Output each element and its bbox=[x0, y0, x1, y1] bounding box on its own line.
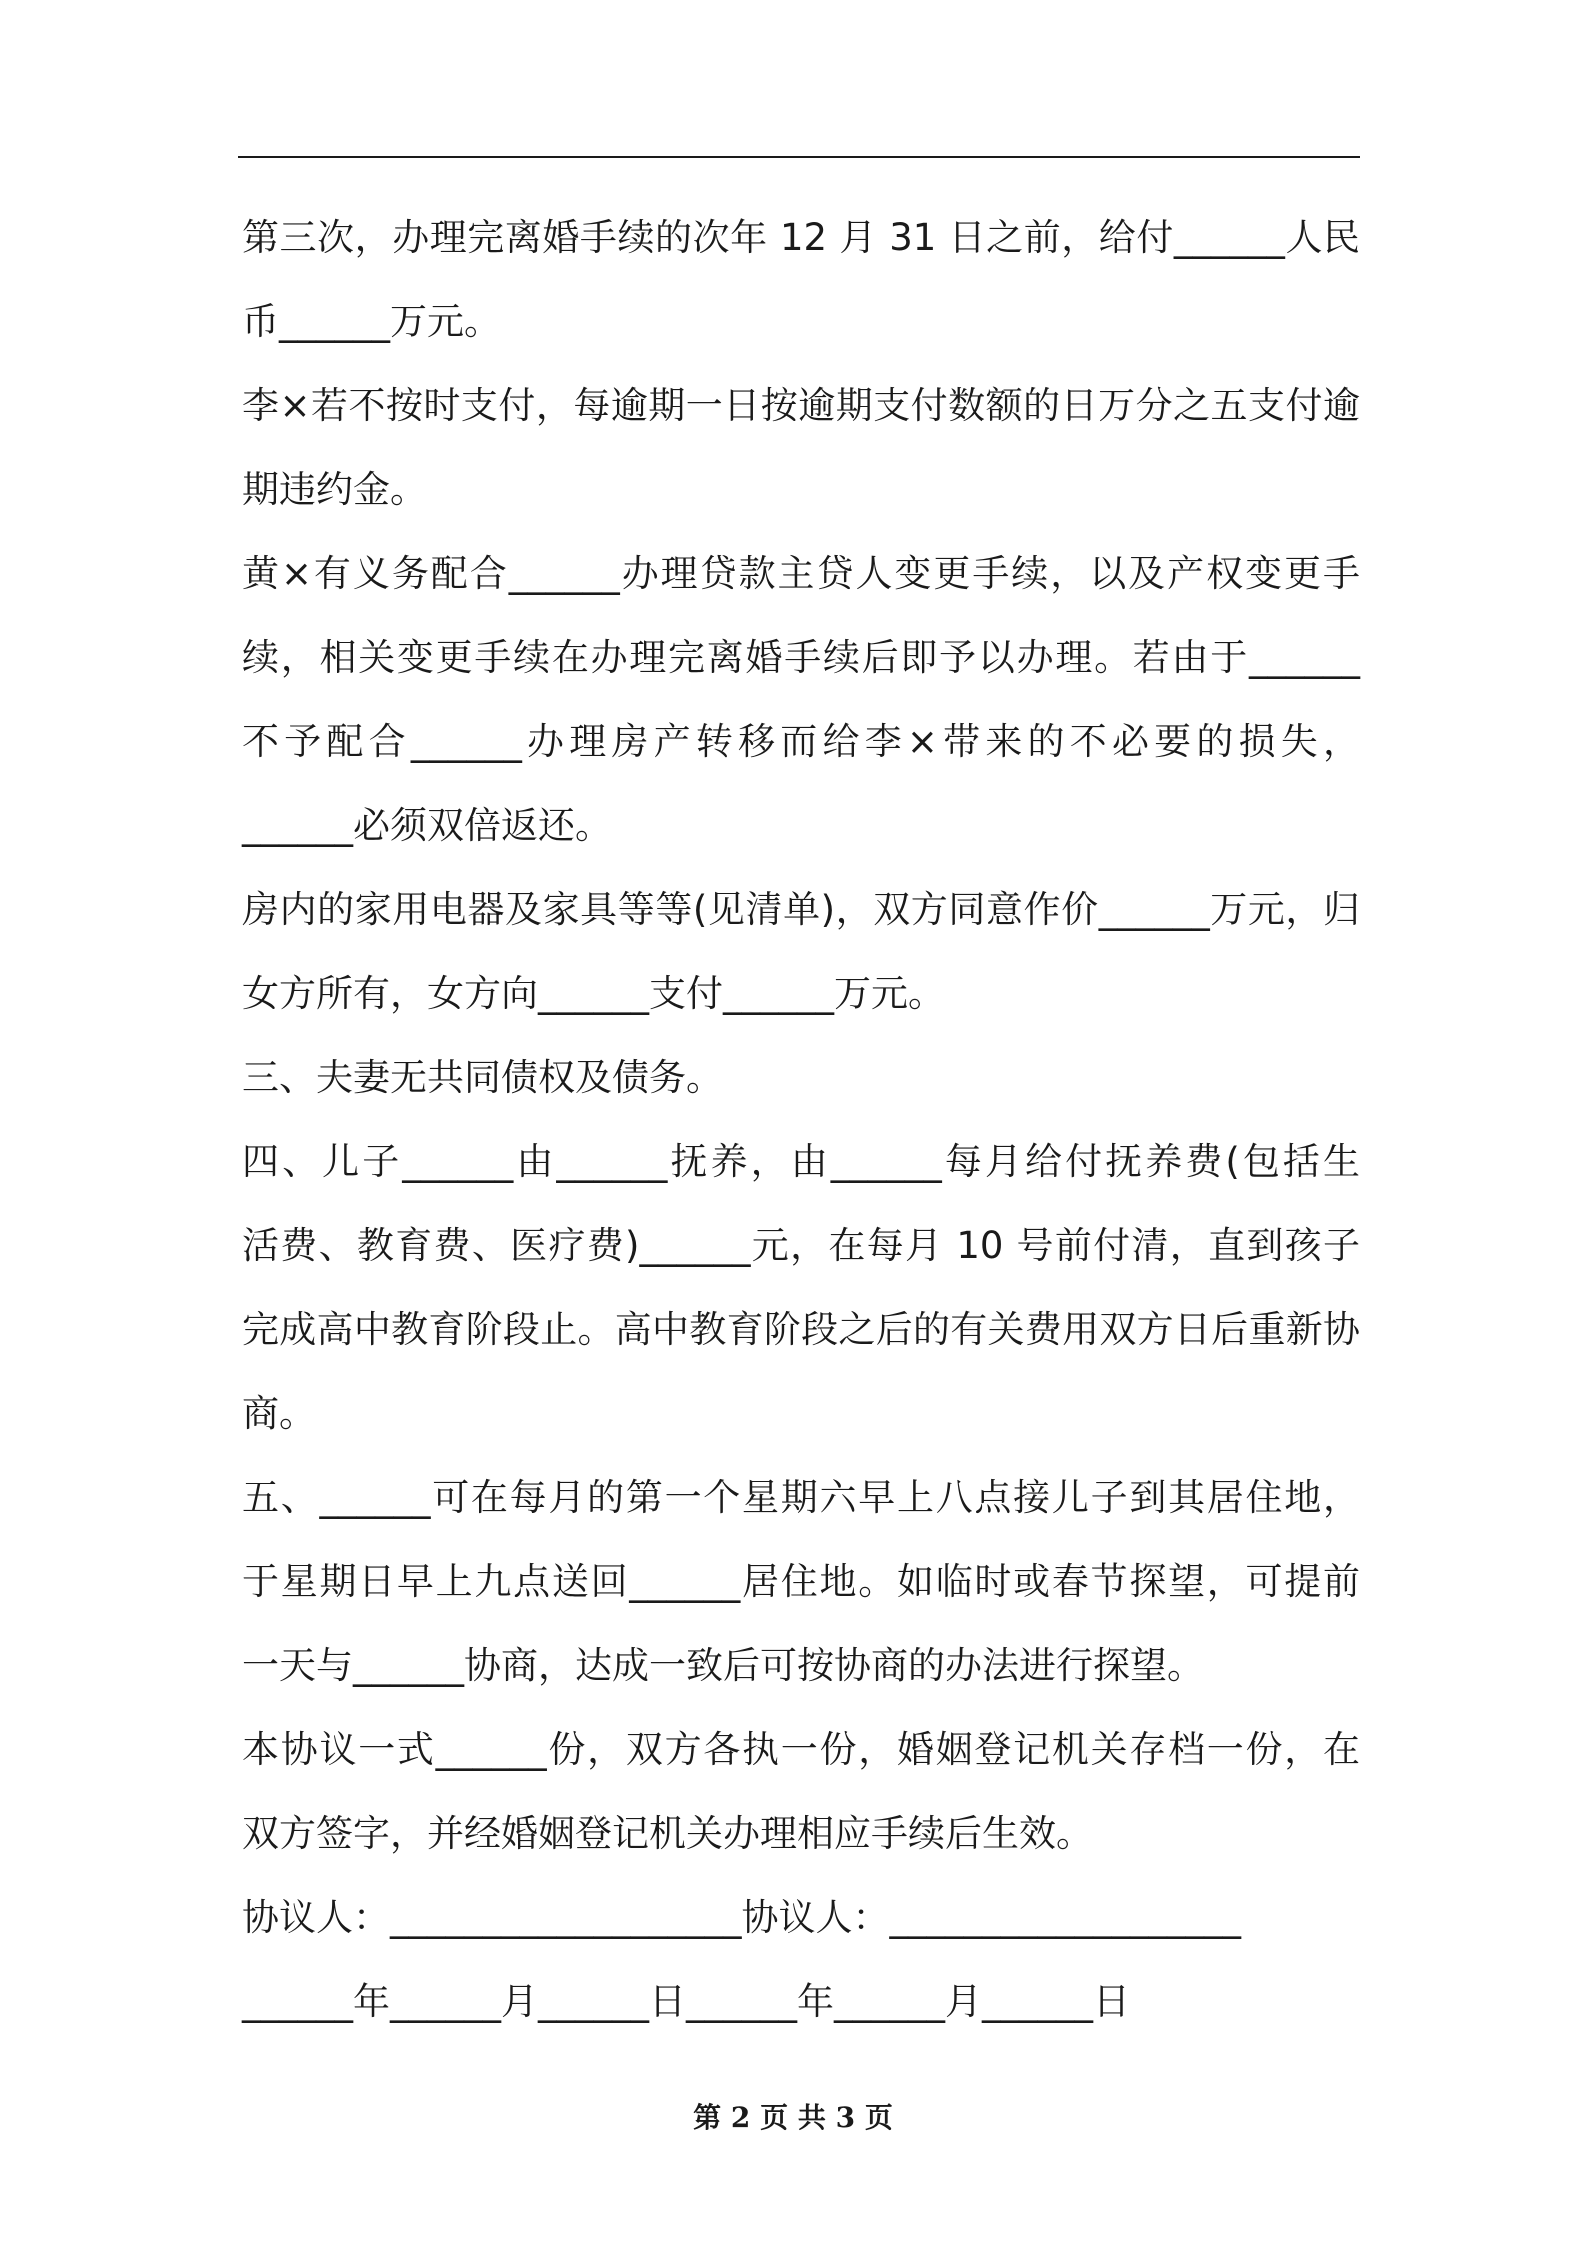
text-line-10: 女方所有，女方向______支付______万元。 bbox=[242, 972, 945, 1015]
header-divider bbox=[238, 156, 1360, 158]
text-line-4: 期违约金。 bbox=[242, 468, 427, 511]
text-line-15: 商。 bbox=[242, 1392, 316, 1435]
document-body bbox=[242, 196, 1360, 2044]
text-line-5: 黄×有义务配合______办理贷款主贷人变更手续，以及产权变更手 bbox=[242, 552, 1360, 595]
text-line-2: 币______万元。 bbox=[242, 300, 501, 343]
text-line-3: 李×若不按时支付，每逾期一日按逾期支付数额的日万分之五支付逾 bbox=[242, 384, 1360, 427]
text-line-7: 不予配合______办理房产转移而给李×带来的不必要的损失， bbox=[242, 720, 1360, 763]
text-line-20: 双方签字，并经婚姻登记机关办理相应手续后生效。 bbox=[242, 1812, 1093, 1855]
text-line-1: 第三次，办理完离婚手续的次年 12 月 31 日之前，给付______人民 bbox=[242, 216, 1360, 259]
text-line-17: 于星期日早上九点送回______居住地。如临时或春节探望，可提前 bbox=[242, 1560, 1360, 1603]
date-line: ______年______月______日______年______月______日 bbox=[242, 1980, 1130, 2023]
text-line-14: 完成高中教育阶段止。高中教育阶段之后的有关费用双方日后重新协 bbox=[242, 1308, 1360, 1351]
text-line-6: 续，相关变更手续在办理完离婚手续后即予以办理。若由于______ bbox=[242, 636, 1360, 679]
page-number: 第 2 页 共 3 页 bbox=[693, 2101, 893, 2134]
signature-line: 协议人：___________________协议人：___________________ bbox=[242, 1896, 1241, 1939]
text-line-18: 一天与______协商，达成一致后可按协商的办法进行探望。 bbox=[242, 1644, 1204, 1687]
text-line-11: 三、夫妻无共同债权及债务。 bbox=[242, 1056, 723, 1099]
text-line-19: 本协议一式______份，双方各执一份，婚姻登记机关存档一份，在 bbox=[242, 1728, 1360, 1771]
text-line-16: 五、______可在每月的第一个星期六早上八点接儿子到其居住地， bbox=[242, 1476, 1360, 1519]
text-line-12: 四、儿子______由______抚养，由______每月给付抚养费(包括生 bbox=[242, 1140, 1360, 1183]
text-line-8: ______必须双倍返还。 bbox=[242, 804, 612, 847]
text-line-9: 房内的家用电器及家具等等(见清单)，双方同意作价______万元，归 bbox=[242, 888, 1360, 931]
text-line-13: 活费、教育费、医疗费)______元，在每月 10 号前付清，直到孩子 bbox=[242, 1224, 1360, 1267]
